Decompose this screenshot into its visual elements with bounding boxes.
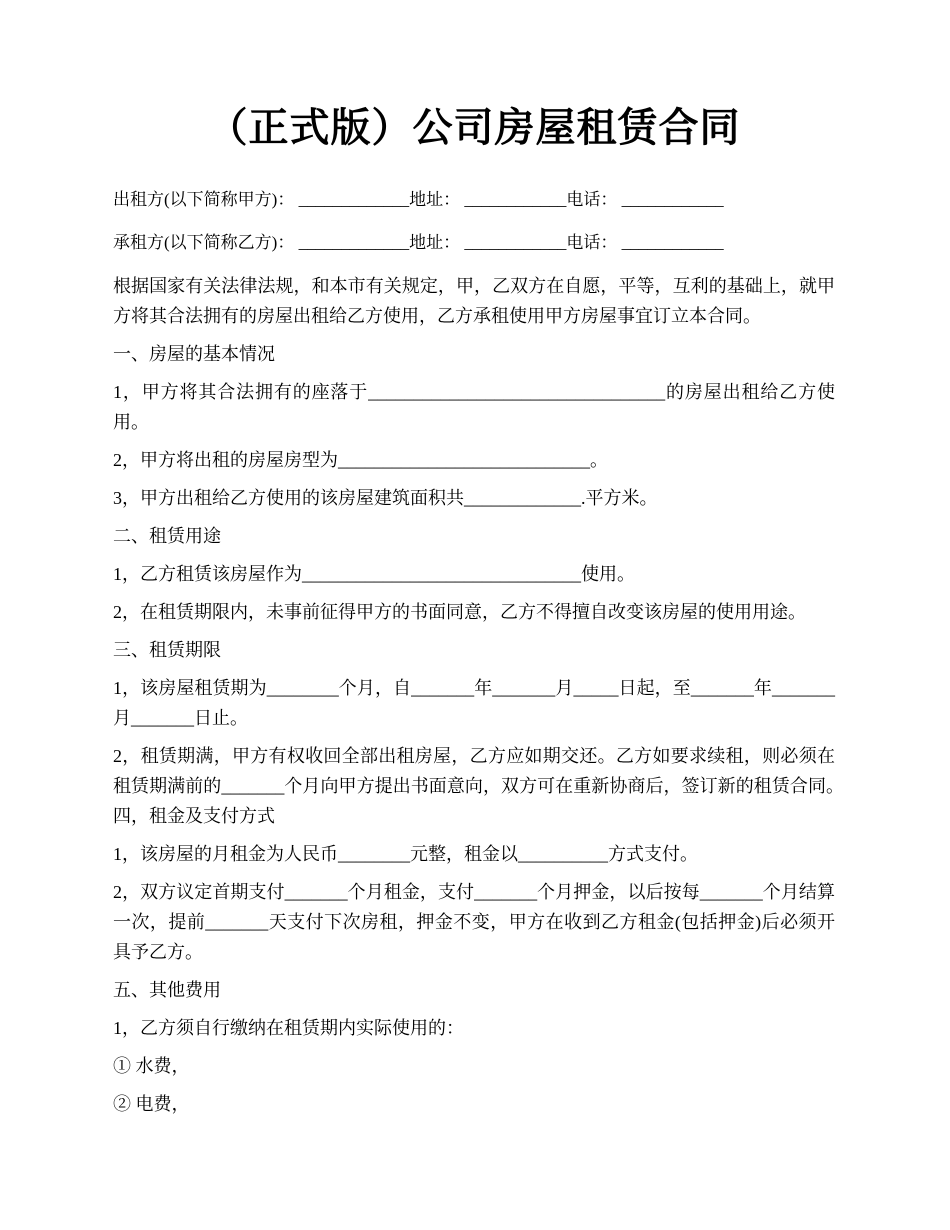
document-body <box>113 185 889 1119</box>
preamble: 根据国家有关法律法规，和本市有关规定，甲，乙双方在自愿，平等，互利的基础上，就甲方将其合法拥有的房屋出租给乙方使用，乙方承租使用甲方房屋事宜订立本合同。 <box>113 276 835 326</box>
section-3-item-1: 1，该房屋租赁期为________个月，自_______年_______月_____日起，至_______年_______月_______日止。 <box>113 678 835 728</box>
section-2-item-2: 2，在租赁期限内，未事前征得甲方的书面同意，乙方不得擅自改变该房屋的使用用途。 <box>113 602 806 622</box>
section-3-item-2: 2，租赁期满，甲方有权收回全部出租房屋，乙方应如期交还。乙方如要求续租，则必须在租赁期满前的_______个月向甲方提出书面意向，双方可在重新协商后，签订新的租赁合同。 四，租金及支付方式 <box>113 746 889 826</box>
section-1-item-1: 1，甲方将其合法拥有的座落于_________________________________的房屋出租给乙方使用。 <box>113 382 835 432</box>
section-4-item-1: 1，该房屋的月租金为人民币________元整，租金以__________方式支付。 <box>113 844 698 864</box>
section-3-heading: 三、租赁期限 <box>113 640 221 660</box>
section-4-item-2: 2，双方议定首期支付_______个月租金，支付_______个月押金，以后按每_______个月结算一次，提前_______天支付下次房租，押金不变，甲方在收到乙方租金(包括押金)后必须开具予乙方。 <box>113 882 835 962</box>
section-5-item-1: 1，乙方须自行缴纳在租赁期内实际使用的： <box>113 1018 464 1038</box>
fee-item-electricity: ② 电费， <box>113 1094 190 1114</box>
document-title: （正式版）公司房屋租赁合同 <box>207 105 741 150</box>
section-2-item-1: 1，乙方租赁该房屋作为_______________________________使用。 <box>113 564 635 584</box>
section-1-item-2: 2，甲方将出租的房屋房型为____________________________。 <box>113 450 608 470</box>
lessee-line: 承租方(以下简称乙方)： _____________地址： ____________电话： ____________ <box>113 233 724 252</box>
section-1-heading: 一、房屋的基本情况 <box>113 344 275 364</box>
section-1-item-3: 3，甲方出租给乙方使用的该房屋建筑面积共_____________.平方米。 <box>113 488 658 508</box>
section-5-heading: 五、其他费用 <box>113 980 221 1000</box>
section-2-heading: 二、租赁用途 <box>113 526 221 546</box>
fee-item-water: ① 水费， <box>113 1056 190 1076</box>
lessor-line: 出租方(以下简称甲方)： _____________地址： ____________电话： ____________ <box>113 190 724 209</box>
